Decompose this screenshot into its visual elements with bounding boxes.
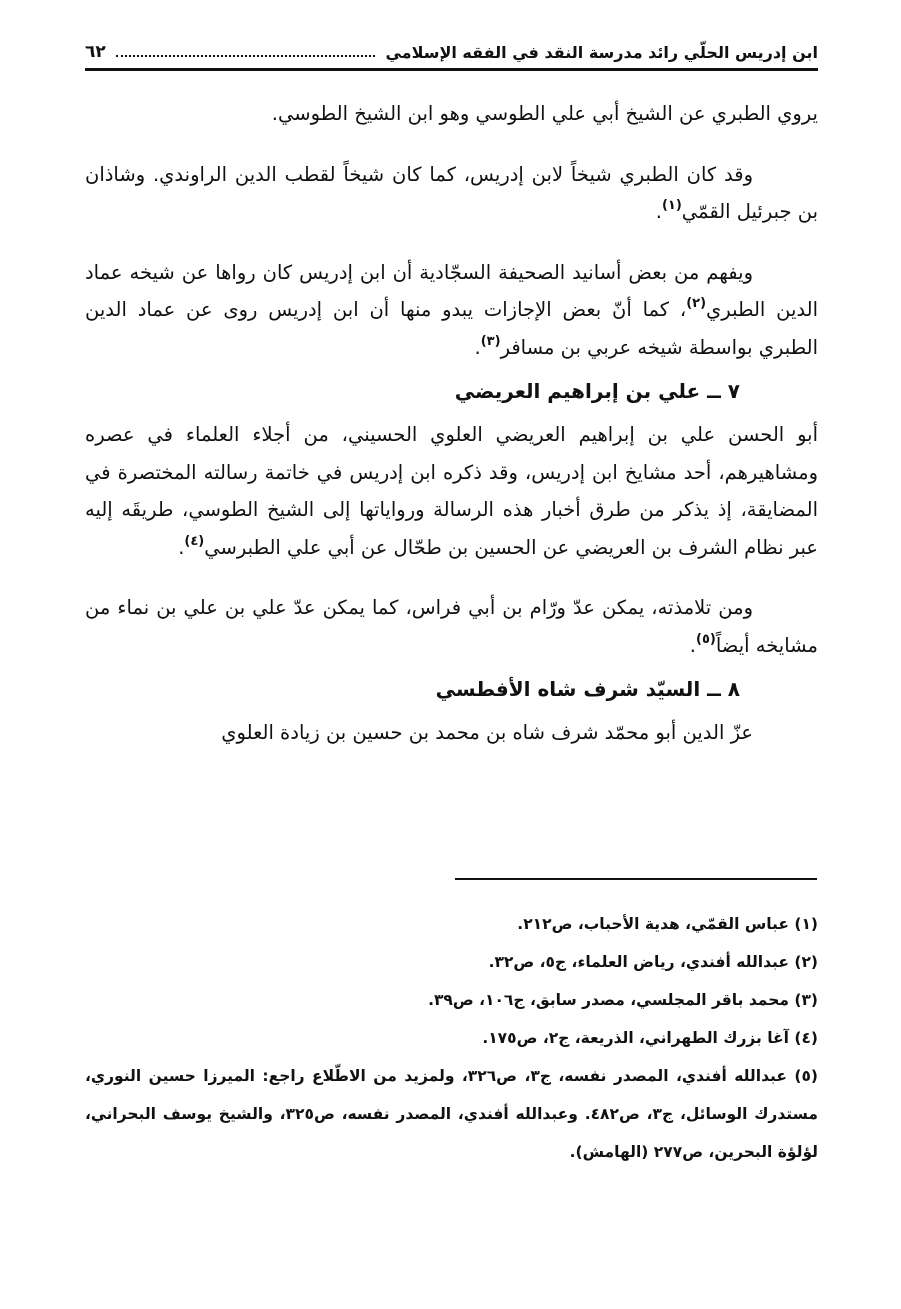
- paragraph-6-text: عزّ الدين أبو محمّد شرف شاه بن محمد بن حسين بن زيادة العلوي: [221, 721, 753, 744]
- footnote-ref-4[interactable]: (٤): [184, 533, 205, 549]
- footnote-ref-1[interactable]: (١): [661, 198, 682, 213]
- paragraph-5-end: .: [689, 633, 696, 657]
- paragraph-4-text: أبو الحسن علي بن إبراهيم العريضي العلوي الحسيني، من أجلاء العلماء في عصره ومشاهيرهم، أحد مشايخ ابن إدريس، وقد ذكره ابن إدريس في خاتمة رسالته المختصرة في المضايقة، إذ يذكر من طرق أخبار هذه الرسالة ورواياتها إلى الشيخ الطوسي، طريقَه إليه عبر نظام الشرف بن العريضي عن الحسين بن طحّال عن أبي علي الطبرسي: [85, 423, 818, 559]
- footnote-3: (٣) محمد باقر المجلسي، مصدر سابق، ج١٠٦، ص٣٩.: [428, 991, 818, 1009]
- footnote-ref-5[interactable]: (٥): [696, 631, 716, 647]
- paragraph-4: [85, 416, 818, 566]
- paragraph-5-text: ومن تلامذته، يمكن عدّ ورّام بن أبي فراس، كما يمكن عدّ علي بن علي بن نماء من مشايخه أيضاً: [85, 596, 818, 657]
- footnote-ref-2[interactable]: (٢): [686, 296, 707, 311]
- paragraph-3: [85, 254, 818, 367]
- paragraph-3-text-b: ، كما أنّ بعض الإجازات يبدو منها أن ابن إدريس روى عن عماد الدين الطبري بواسطة شيخه عربي بن مسافر: [85, 298, 818, 359]
- footnote-5: (٥) عبدالله أفندي، المصدر نفسه، ج٣، ص٣٢٦، ولمزيد من الاطّلاع راجع: الميرزا حسين النوري، مستدرك الوسائل، ج٣، ص٤٨٢. وعبدالله أفندي، المصدر نفسه، ص٣٢٥، والشيخ يوسف البحراني، لؤلؤة البحرين، ص٢٧٧ (الهامش).: [85, 1067, 819, 1161]
- paragraph-3-text-a: ويفهم من بعض أسانيد الصحيفة السجّادية أن ابن إدريس كان رواها عن شيخه عماد الدين الطبري: [85, 260, 819, 321]
- leader-dots: [116, 55, 376, 57]
- footnote-separator: [455, 878, 817, 880]
- paragraph-5: [85, 589, 818, 664]
- footnote-ref-3[interactable]: (٣): [480, 333, 501, 349]
- paragraph-6: [85, 714, 818, 752]
- footnote-4: (٤) آغا بزرك الطهراني، الذريعة، ج٢، ص١٧٥.: [482, 1029, 818, 1047]
- paragraph-2-end: .: [655, 200, 662, 223]
- section-heading-8: ٨ ــ السيّد شرف شاه الأفطسي: [435, 677, 740, 701]
- footnote-2: (٢) عبدالله أفندي، رياض العلماء، ج٥، ص٣٢.: [488, 953, 818, 971]
- paragraph-2: [85, 156, 818, 231]
- paragraph-4-end: .: [178, 535, 185, 559]
- section-heading-7: ٧ ــ علي بن إبراهيم العريضي: [454, 379, 740, 403]
- running-title: ابن إدريس الحلّي رائد مدرسة النقد في الفقه الإسلامي: [385, 43, 818, 62]
- paragraph-3-end: .: [474, 335, 481, 359]
- main-text: [85, 95, 818, 752]
- paragraph-2-text: وقد كان الطبري شيخاً لابن إدريس، كما كان شيخاً لقطب الدين الراوندي. وشاذان بن جبرئيل القمّي: [85, 162, 818, 223]
- running-header: [85, 28, 818, 71]
- footnote-1: (١) عباس القمّي، هدية الأحباب، ص٢١٢.: [517, 915, 818, 933]
- paragraph-1-text: يروي الطبري عن الشيخ أبي علي الطوسي وهو ابن الشيخ الطوسي.: [271, 102, 818, 125]
- footnotes: [85, 905, 818, 1171]
- paragraph-1: [85, 95, 818, 133]
- page-number: ٦٢: [85, 42, 106, 62]
